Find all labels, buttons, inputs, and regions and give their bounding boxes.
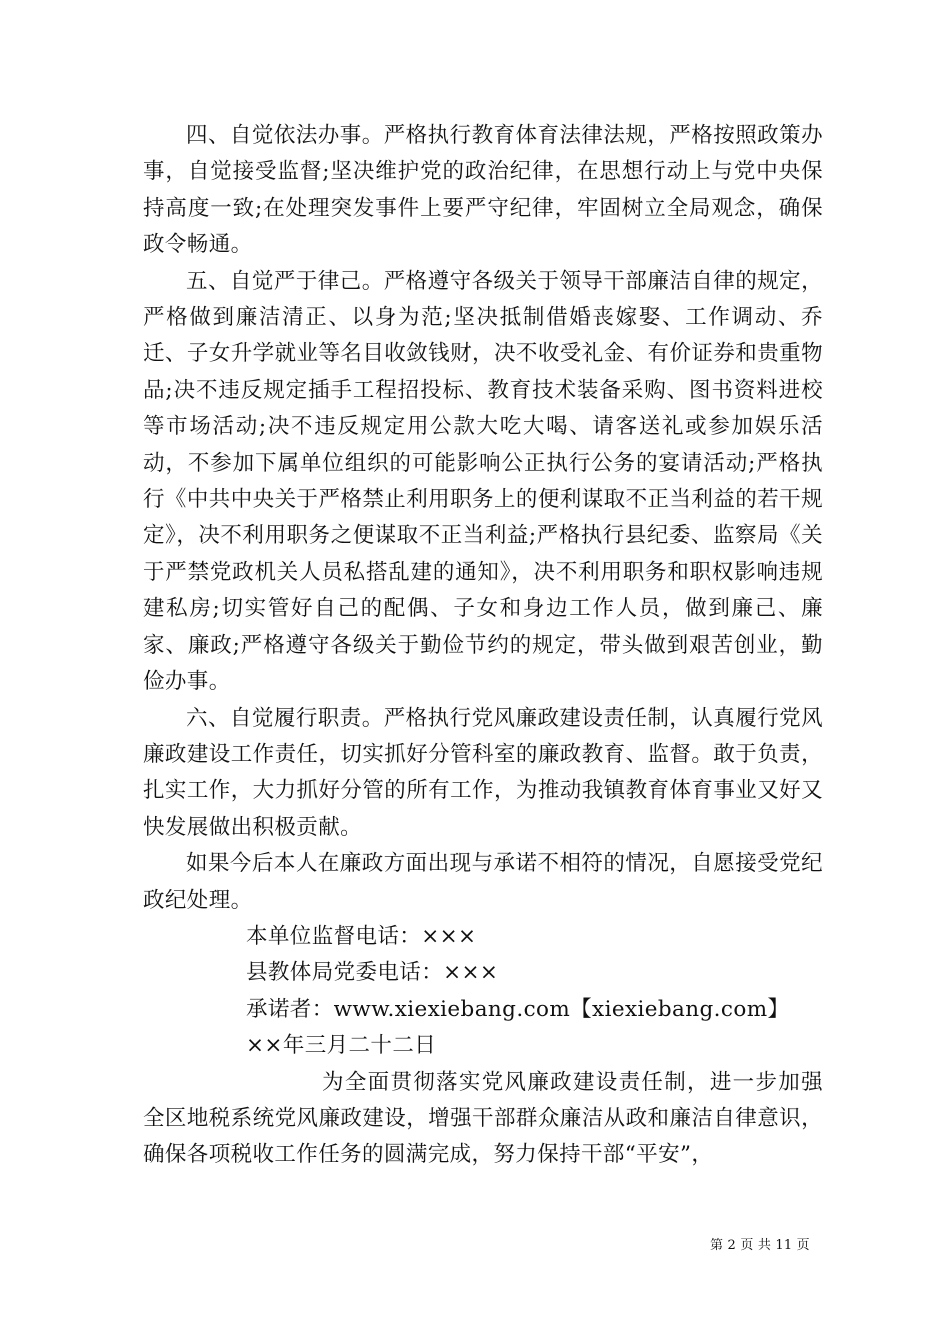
supervision-phone-line: 本单位监督电话：××× xyxy=(246,923,477,949)
signer-line: 承诺者：www.xiexiebang.com【xiexiebang.com】 xyxy=(246,996,790,1022)
party-committee-phone-line: 县教体局党委电话：××× xyxy=(246,960,499,986)
document-body xyxy=(143,118,823,1174)
paragraph-duty-fulfillment: 六、自觉履行职责。严格执行党风廉政建设责任制，认真履行党风廉政建设工作责任，切实抓好分管科室的廉政教育、监督。敢于负责，扎实工作，大力抓好分管的所有工作，为推动我镇教育体育事业又好又快发展做出积极贡献。 xyxy=(143,705,823,840)
paragraph-next-document: 为全面贯彻落实党风廉政建设责任制，进一步加强全区地税系统党风廉政建设，增强干部群众廉洁从政和廉洁自律意识，确保各项税收工作任务的圆满完成，努力保持干部“平安”， xyxy=(143,1069,823,1168)
paragraph-commitment: 如果今后本人在廉政方面出现与承诺不相符的情况，自愿接受党纪政纪处理。 xyxy=(143,851,823,913)
paragraph-legal-compliance: 四、自觉依法办事。严格执行教育体育法律法规，严格按照政策办事，自觉接受监督;坚决维护党的政治纪律，在思想行动上与党中央保持高度一致;在处理突发事件上要严守纪律，牢固树立全局观念，确保政令畅通。 xyxy=(143,123,823,258)
paragraph-self-discipline: 五、自觉严于律己。严格遵守各级关于领导干部廉洁自律的规定，严格做到廉洁清正、以身为范;坚决抵制借婚丧嫁娶、工作调动、乔迁、子女升学就业等名目收敛钱财，决不收受礼金、有价证券和贵重物品;决不违反规定插手工程招投标、教育技术装备采购、图书资料进校等市场活动;决不违反规定用公款大吃大喝、请客送礼或参加娱乐活动，不参加下属单位组织的可能影响公正执行公务的宴请活动;严格执行《中共中央关于严格禁止利用职务上的便利谋取不正当利益的若干规定》，决不利用职务之便谋取不正当利益;严格执行县纪委、监察局《关于严禁党政机关人员私搭乱建的通知》，决不利用职务和职权影响违规建私房;切实管好自己的配偶、子女和身边工作人员，做到廉己、廉家、廉政;严格遵守各级关于勤俭节约的规定，带头做到艰苦创业，勤俭办事。 xyxy=(143,268,823,695)
date-line: ××年三月二十二日 xyxy=(246,1033,437,1059)
page-number-footer: 第 2 页 共 11 页 xyxy=(710,1238,810,1253)
